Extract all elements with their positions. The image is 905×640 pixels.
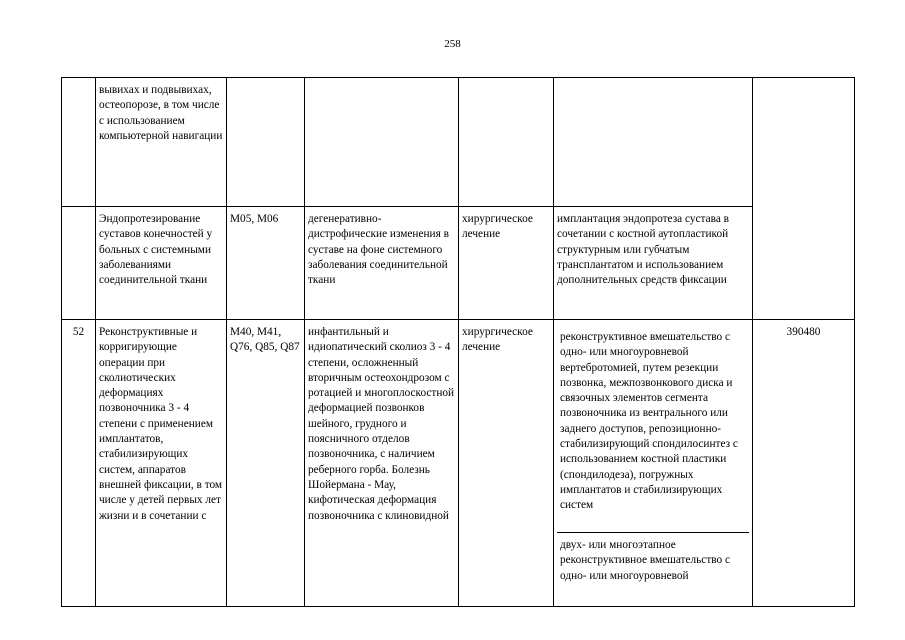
- page-number: 258: [444, 38, 461, 50]
- treatment-type-cell: хирургическое лечение: [459, 320, 554, 607]
- price-cell: 390480: [753, 320, 855, 607]
- treatment-type-cell: хирургическое лечение: [459, 207, 554, 320]
- icd-codes-cell: [227, 78, 305, 207]
- treatment-method-cell: [554, 78, 753, 207]
- care-type-cell: Реконструктивные и корригирующие операции при сколиотических деформациях позвоночника 3 - 4 степени с применением имплантатов, стабилизирующих систем, аппаратов внешней фиксации, в том числе у детей первых лет жизни и в сочетании с: [96, 320, 227, 607]
- treatment-method-cell: [554, 320, 753, 607]
- icd-codes-cell: M40, M41, Q76, Q85, Q87: [227, 320, 305, 607]
- treatment-type-cell: [459, 78, 554, 207]
- patient-model-cell: инфантильный и идиопатический сколиоз 3 - 4 степени, осложненный вторичным остеохондрозом с ротацией и многоплоскостной деформацией позвонков шейного, грудного и поясничного отделов позвоночника, с наличием реберного горба. Болезнь Шойермана - Мау, кифотическая деформация позвоночника с клиновидной: [305, 320, 459, 607]
- icd-codes-cell: M05, M06: [227, 207, 305, 320]
- table-row: [62, 207, 855, 320]
- table-row: [62, 320, 855, 607]
- care-type-cell: Эндопротезирование суставов конечностей у больных с системными заболеваниями соединительной ткани: [96, 207, 227, 320]
- price-cell: [753, 78, 855, 320]
- row-number-cell: 52: [62, 320, 96, 607]
- treatment-method-primary: реконструктивное вмешательство с одно- или многоуровневой вертебротомией, путем резекции позвонка, межпозвонкового диска и связочных элементов сегмента позвоночника из вентрального или заднего доступов, репозиционно-стабилизирующий спондилосинтез с использованием костной пластики (спондилодеза), погружных имплантатов и стабилизирующих систем: [560, 331, 738, 512]
- treatment-method-cell: имплантация эндопротеза сустава в сочетании с костной аутопластикой структурным или губчатым трансплантатом и использованием дополнительных средств фиксации: [554, 207, 753, 320]
- patient-model-cell: дегенеративно-дистрофические изменения в суставе на фоне системного заболевания соединительной ткани: [305, 207, 459, 320]
- treatment-method-secondary: двух- или многоэтапное реконструктивное вмешательство с одно- или многоуровневой: [557, 532, 749, 586]
- row-number-cell: [62, 78, 96, 207]
- table-row: [62, 78, 855, 207]
- medical-care-table: [61, 77, 855, 607]
- row-number-cell: [62, 207, 96, 320]
- care-type-cell: вывихах и подвывихах, остеопорозе, в том числе с использованием компьютерной навигации: [96, 78, 227, 207]
- patient-model-cell: [305, 78, 459, 207]
